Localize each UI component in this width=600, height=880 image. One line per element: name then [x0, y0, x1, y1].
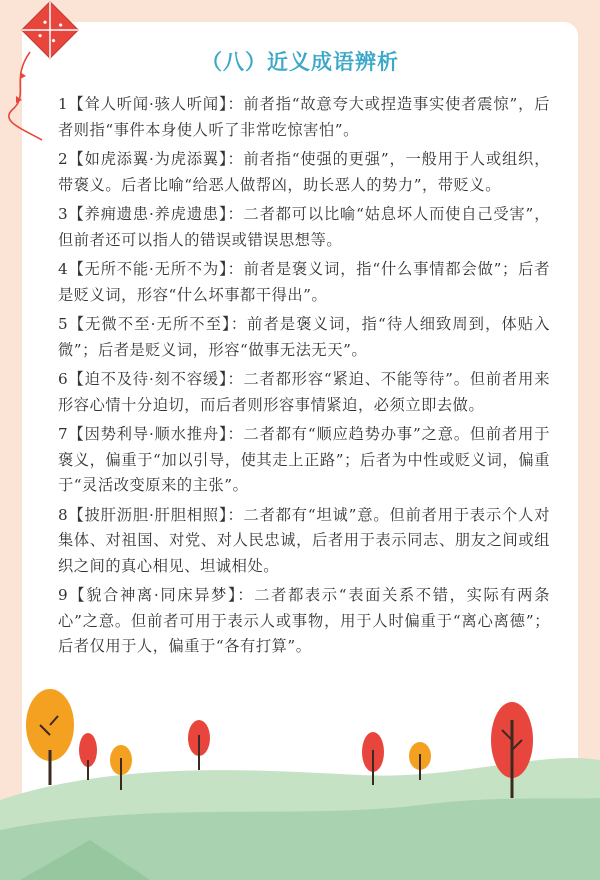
- list-item: 3【养痈遗患·养虎遗患】：二者都可以比喻“姑息坏人而使自己受害”，但前者还可以指人的错误或错误思想等。: [58, 205, 550, 249]
- list-item: 9【貌合神离·同床异梦】：二者都表示“表面关系不错，实际有两条心”之意。但前者可用于表示人或事物，用于人时偏重于“离心离德”；后者仅用于人，偏重于“各有打算”。: [58, 586, 550, 655]
- entry-list: [58, 92, 550, 664]
- tree-icon: [188, 720, 210, 770]
- list-item: 1【耸人听闻·骇人听闻】：前者指“故意夸大或捏造事实使者震惊”，后者则指“事件本身使人听了非常吃惊害怕”。: [58, 95, 550, 139]
- list-item: 6【迫不及待·刻不容缓】：二者都形容“紧迫、不能等待”。但前者用来形容心情十分迫切，而后者则形容事情紧迫，必须立即去做。: [58, 370, 550, 414]
- list-item: 5【无微不至·无所不至】：前者是褒义词，指“待人细致周到，体贴入微”；后者是贬义词，形容“做事无法无天”。: [58, 315, 550, 359]
- list-item: 4【无所不能·无所不为】：前者是褒义词，指“什么事情都会做”；后者是贬义词，形容“什么坏事都干得出”。: [58, 260, 550, 304]
- list-item: 7【因势利导·顺水推舟】：二者都有“顺应趋势办事”之意。但前者用于褒义，偏重于“加以引导，使其走上正路”；后者为中性或贬义词，偏重于“灵活改变原来的主张”。: [58, 425, 550, 494]
- landscape-illustration: [0, 680, 600, 880]
- list-item: 2【如虎添翼·为虎添翼】：前者指“使强的更强”，一般用于人或组织，带褒义。后者比喻“给恶人做帮凶，助长恶人的势力”，带贬义。: [58, 150, 550, 194]
- list-item: 8【披肝沥胆·肝胆相照】：二者都有“坦诚”意。但前者用于表示个人对集体、对祖国、对党、对人民忠诚，后者用于表示同志、朋友之间或组织之间的真心相见、坦诚相处。: [58, 505, 550, 575]
- page-title: （八）近义成语辨析: [201, 50, 399, 74]
- tree-icon: [26, 689, 74, 785]
- tree-icon: [79, 733, 97, 780]
